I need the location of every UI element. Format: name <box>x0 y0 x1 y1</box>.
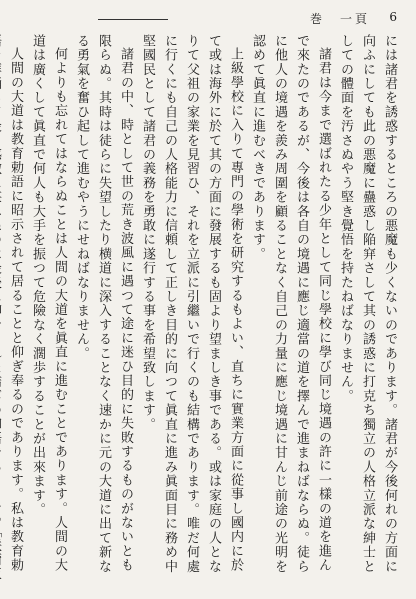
page-header <box>38 8 398 30</box>
paragraph: 諸君は今まで選ばれたる少年として同じ學校に學び同じ境遇の許に一樣の道を進んで來たのであるが、今後は各自の境遇に應じ適當の道を擇んで進まねばならぬ。徒らに他人の境遇を羨み周圍を顧ることなく自己の力量に應じ境遇に甘んじ前途の光明を認めて眞直に進むべきであります。 <box>250 34 331 574</box>
running-title: 巻 一頁 <box>309 12 370 26</box>
header-rule <box>98 19 168 20</box>
paragraph: 上級學校に入りて專門の學術を研究するもよい、直ちに實業方面に從事し國内に於て或は海外に於て其の方面に發展するも固より望ましき事である。或は家庭の人となりて父祖の家業を見習ひ、それを立派に引繼いで行くのも結構であります。唯だ何處に行くにも自己の人格能力に信頼して正しき目的に向つて眞直に進み眞面目に務め中堅國民として諸君の義務を勇敢に遂行する事を希望致します。 <box>140 34 243 574</box>
page-number: 6 <box>389 10 398 24</box>
paragraph: 諸君の中、時として世の荒き波風に遇つて途に迷ひ目的に失敗するものがないとも限らぬ。其時は徒らに失望したり横道に深入することなく速かに元の大道に出て新なる勇氣を奮ひ起して進むやうにせねばなりません。 <box>74 34 133 574</box>
paragraph: には諸君を誘惑するところの悪魔も少くないのであります。諸君が今後何れの方面に向ふにしても此の悪魔に蠱惑し陥穽さして其の誘惑に打克ち獨立の人格立派な紳士としての體面を汚さぬやう堅き覺悟を持たねばなりません。 <box>338 34 397 574</box>
page-body-text <box>8 34 400 582</box>
paragraph: 人間の大道は教育勅語に昭示されて居ることと仰ぎ奉るのであります。私は教育勅 <box>8 47 23 573</box>
paragraph: 何よりも忘れてはならぬことは人間の大道を眞直に進むことであります。人間の大道は廣くして眞直で何人も大手を振つて危險なく濶歩することが出來ます。 <box>30 34 67 573</box>
